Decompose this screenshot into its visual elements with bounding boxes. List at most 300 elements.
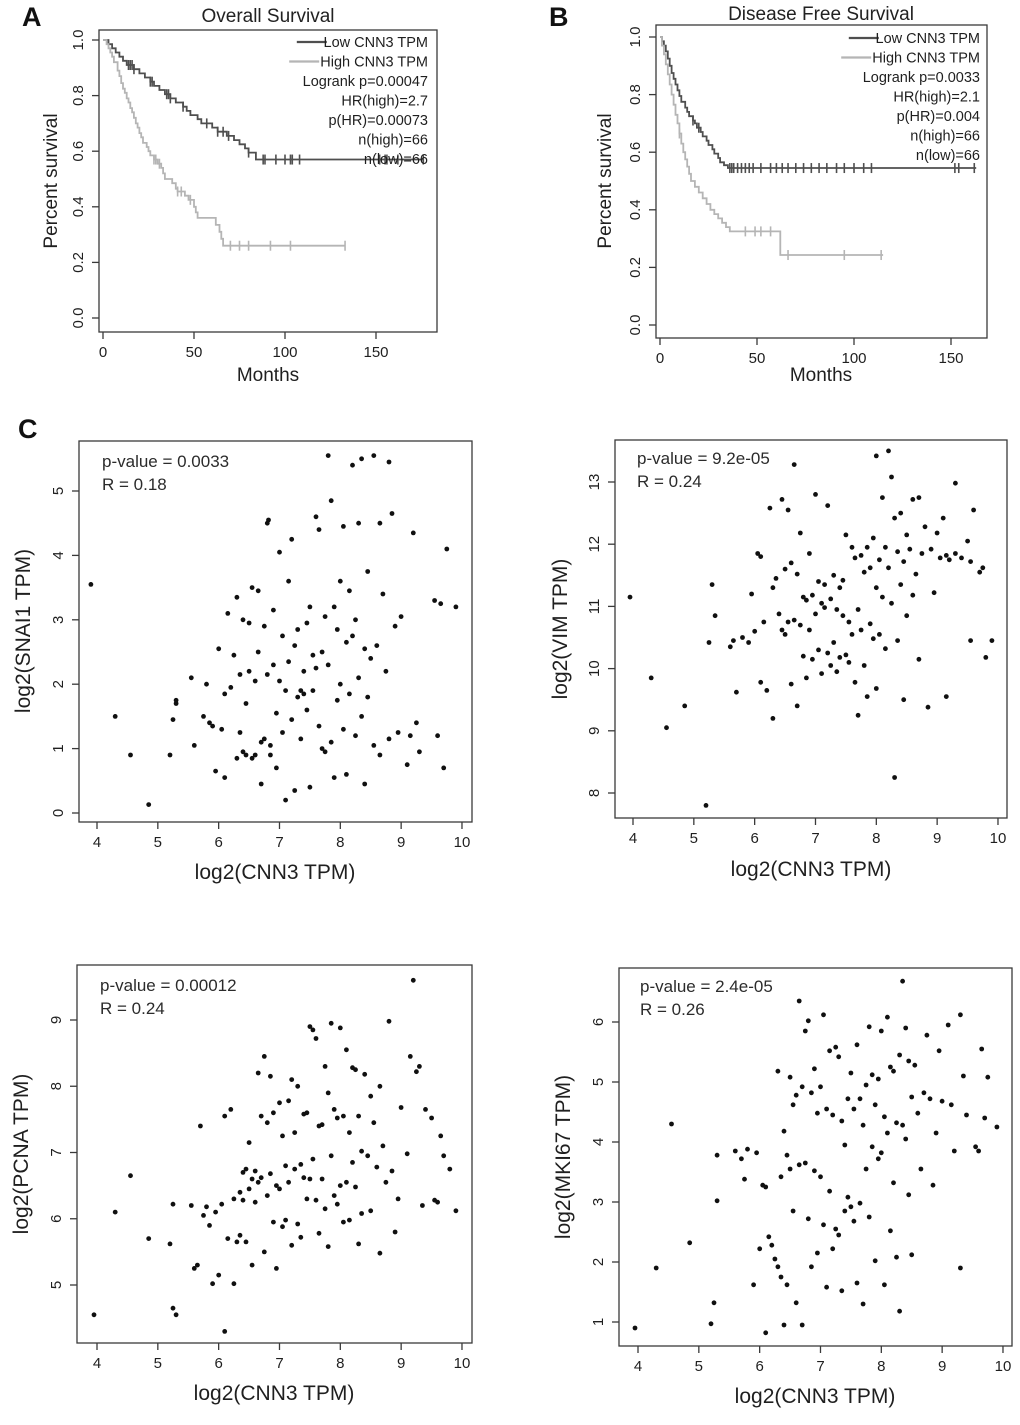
data-point [378,1084,383,1089]
x-axis-label: log2(CNN3 TPM) [730,858,892,881]
data-point [901,697,906,702]
data-point [929,547,934,552]
data-point [798,623,803,628]
data-point [746,640,751,645]
data-point [841,613,846,618]
data-point [225,611,230,616]
data-point [216,1273,221,1278]
data-point [828,597,833,602]
data-point [968,638,973,643]
data-point [783,632,788,637]
data-point [332,1193,337,1198]
data-point [359,714,364,719]
data-point [900,1123,905,1128]
data-point [883,545,888,550]
data-point [669,1122,674,1127]
data-point [250,585,255,590]
data-point [219,727,224,732]
data-point [417,749,422,754]
data-point [201,1213,206,1218]
data-point [628,595,633,600]
scatter-plot-cnn3-vs-snai1 [12,441,472,884]
data-point [280,730,285,735]
data-point [715,1198,720,1203]
data-point [283,1218,288,1223]
data-point [910,593,915,598]
data-point [771,716,776,721]
x-tick-label: 10 [453,1355,471,1372]
y-axis-label: Percent survival [41,113,62,249]
data-point [335,627,340,632]
data-point [786,508,791,513]
y-tick-label: 0.8 [627,84,644,106]
y-tick-label: 4 [590,1137,607,1147]
data-point [914,572,919,577]
data-point [959,556,964,561]
data-point [777,612,782,617]
data-point [870,1144,875,1149]
data-point [791,1102,796,1107]
data-point [238,672,243,677]
data-point [958,1266,963,1271]
data-point [780,497,785,502]
data-point [952,1149,957,1154]
r-value-annotation: R = 0.18 [102,475,167,494]
x-tick-label: 10 [453,834,471,851]
data-point [365,695,370,700]
data-point [341,727,346,732]
data-point [341,1114,346,1119]
legend-label: Low CNN3 TPM [323,35,428,51]
data-point [235,595,240,600]
data-point [897,1309,902,1314]
data-point [441,766,446,771]
y-tick-label: 6 [48,1214,65,1223]
data-point [204,682,209,687]
data-point [861,1123,866,1128]
data-point [225,1236,230,1241]
data-point [831,640,836,645]
data-point [283,688,288,693]
data-point [888,1065,893,1070]
y-tick-label: 0.0 [627,314,644,336]
y-tick-label: 1.0 [70,29,87,51]
data-point [356,1242,361,1247]
data-point [201,714,206,719]
data-point [785,1282,790,1287]
data-point [710,582,715,587]
data-point [791,1209,796,1214]
data-point [332,605,337,610]
data-point [347,692,352,697]
data-point [733,1149,738,1154]
data-point [198,1124,203,1129]
data-point [384,1180,389,1185]
data-point [195,1263,200,1268]
data-point [874,454,879,459]
data-point [244,1167,249,1172]
data-point [862,663,867,668]
x-tick-label: 9 [396,1355,406,1372]
data-point [909,1252,914,1257]
data-point [435,1200,440,1205]
data-point [803,1161,808,1166]
data-point [213,769,218,774]
data-point [885,1131,890,1136]
data-point [895,638,900,643]
y-tick-label: 2 [590,1257,607,1267]
data-point [920,551,925,556]
data-point [378,521,383,526]
data-point [815,1111,820,1116]
data-point [244,701,249,706]
data-point [715,1153,720,1158]
legend-stat: n(high)=66 [910,128,980,145]
data-point [347,588,352,593]
data-point [882,1114,887,1119]
data-point [782,1323,787,1328]
data-point [329,740,334,745]
y-tick-label: 8 [48,1082,65,1091]
data-point [235,756,240,761]
data-point [758,554,763,559]
data-point [877,632,882,637]
data-point [259,782,264,787]
data-point [880,495,885,500]
data-point [265,1193,270,1198]
data-point [836,1054,841,1059]
data-point [347,1130,352,1135]
data-point [210,1281,215,1286]
data-point [837,585,842,590]
data-point [919,1167,924,1172]
data-point [785,1153,790,1158]
data-point [973,1144,978,1149]
data-point [734,690,739,695]
data-point [374,1165,379,1170]
data-point [274,1266,279,1271]
data-point [847,620,852,625]
data-point [438,1134,443,1139]
data-point [901,559,906,564]
plot-box [79,441,472,822]
data-point [378,1251,383,1256]
x-tick-label: 50 [185,344,203,361]
data-point [977,570,982,575]
data-point [399,1105,404,1110]
data-point [865,545,870,550]
panel-label-b: B [549,2,569,32]
data-point [944,553,949,558]
data-point [414,1069,419,1074]
data-point [879,1029,884,1034]
data-point [664,725,669,730]
data-point [774,576,779,581]
data-point [906,1059,911,1064]
y-tick-label: 0.8 [70,85,87,107]
data-point [396,730,401,735]
y-tick-label: 5 [590,1077,607,1087]
data-point [238,730,243,735]
data-point [855,1042,860,1047]
data-point [174,701,179,706]
data-point [850,545,855,550]
data-point [171,717,176,722]
data-point [286,1180,291,1185]
chart-title: Disease Free Survival [728,4,914,25]
data-point [874,585,879,590]
data-point [189,1203,194,1208]
y-tick-label: 0.0 [70,307,87,329]
data-point [326,1091,331,1096]
data-point [779,1174,784,1179]
data-point [745,1147,750,1152]
scatter-plot-cnn3-vs-pcna [10,965,472,1405]
data-point [256,1180,261,1185]
data-point [387,460,392,465]
data-point [259,1175,264,1180]
data-point [649,676,654,681]
data-point [897,1053,902,1058]
data-point [946,1023,951,1028]
data-point [958,1012,963,1017]
data-point [420,1203,425,1208]
data-point [353,1185,358,1190]
x-tick-label: 0 [98,344,108,361]
data-point [399,614,404,619]
data-point [894,1255,899,1260]
data-point [834,607,839,612]
data-point [903,1137,908,1142]
data-point [687,1240,692,1245]
data-point [359,456,364,461]
data-point [873,1258,878,1263]
p-value-annotation: p-value = 9.2e-05 [637,449,770,468]
data-point [889,601,894,606]
data-point [277,1100,282,1105]
x-tick-label: 6 [755,1358,764,1375]
data-point [323,1064,328,1069]
data-point [909,1095,914,1100]
legend-label: Low CNN3 TPM [875,31,980,47]
data-point [804,676,809,681]
y-tick-label: 3 [590,1197,607,1207]
data-point [804,598,809,603]
y-tick-label: 1.0 [627,26,644,48]
data-point [222,1329,227,1334]
data-point [292,1167,297,1172]
data-point [298,737,303,742]
data-point [247,621,252,626]
data-point [846,1195,851,1200]
data-point [779,1275,784,1280]
data-point [280,1134,285,1139]
data-point [262,737,267,742]
data-point [815,1251,820,1256]
data-point [709,1321,714,1326]
data-point [841,578,846,583]
data-point [809,1090,814,1095]
data-point [326,663,331,668]
data-point [365,1153,370,1158]
p-value-annotation: p-value = 0.00012 [100,976,237,995]
x-axis-label: log2(CNN3 TPM) [193,1382,355,1405]
data-point [429,1116,434,1121]
data-point [903,1026,908,1031]
data-point [228,685,233,690]
data-point [262,624,267,629]
data-point [849,1071,854,1076]
data-point [432,598,437,603]
data-point [174,1312,179,1317]
data-point [301,692,306,697]
legend-stat: Logrank p=0.0033 [862,70,980,86]
data-point [256,1071,261,1076]
data-point [801,654,806,659]
data-point [892,516,897,521]
data-point [906,1192,911,1197]
data-point [308,1177,313,1182]
data-point [244,753,249,758]
data-point [858,1201,863,1206]
data-point [798,531,803,536]
data-point [128,753,133,758]
data-point [868,621,873,626]
data-point [894,1120,899,1125]
data-point [831,573,836,578]
data-point [654,1266,659,1271]
x-tick-label: 6 [214,1355,223,1372]
data-point [317,527,322,532]
data-point [797,1162,802,1167]
data-point [289,1077,294,1082]
data-point [923,524,928,529]
data-point [818,1174,823,1179]
data-point [381,1144,386,1149]
data-point [867,1024,872,1029]
data-point [837,655,842,660]
data-point [393,1230,398,1235]
data-point [944,694,949,699]
r-value-annotation: R = 0.24 [637,472,702,491]
legend-stat: n(low)=66 [363,152,428,168]
data-point [341,1220,346,1225]
data-point [374,643,379,648]
data-point [271,1110,276,1115]
chart-title: Overall Survival [201,6,335,27]
data-point [353,1067,358,1072]
data-point [301,669,306,674]
data-point [265,1120,270,1125]
data-point [295,1084,300,1089]
data-point [274,711,279,716]
data-point [271,663,276,668]
data-point [764,688,769,693]
data-point [861,1302,866,1307]
data-point [235,1240,240,1245]
data-point [704,803,709,808]
data-point [749,592,754,597]
data-point [89,582,94,587]
data-point [274,766,279,771]
data-point [871,536,876,541]
data-point [836,1233,841,1238]
data-point [317,1231,322,1236]
data-point [128,1173,133,1178]
data-point [329,498,334,503]
data-point [757,1246,762,1251]
data-point [898,511,903,516]
data-point [356,1114,361,1119]
data-point [338,682,343,687]
data-point [904,613,909,618]
y-tick-label: 1 [50,744,67,753]
data-point [935,531,940,536]
y-axis-label: log2(VIM TPM) [549,558,572,700]
data-point [812,1168,817,1173]
data-point [763,1185,768,1190]
data-point [879,1150,884,1155]
data-point [797,999,802,1004]
data-point [859,553,864,558]
data-point [858,1096,863,1101]
data-point [917,657,922,662]
data-point [874,686,879,691]
y-tick-label: 13 [586,473,603,491]
data-point [888,1228,893,1233]
data-point [265,672,270,677]
data-point [390,1169,395,1174]
data-point [311,688,316,693]
data-point [852,1107,857,1112]
data-point [855,1281,860,1286]
data-point [268,1074,273,1079]
data-point [995,1125,1000,1130]
data-point [308,785,313,790]
data-point [280,634,285,639]
data-point [742,1177,747,1182]
data-point [934,1131,939,1136]
x-tick-label: 4 [92,1355,102,1372]
y-tick-label: 9 [586,726,603,735]
y-tick-label: 1 [590,1317,607,1327]
data-point [168,1242,173,1247]
data-point [853,680,858,685]
data-point [314,666,319,671]
data-point [320,1122,325,1127]
data-point [344,640,349,645]
data-point [883,646,888,651]
x-tick-label: 10 [994,1358,1012,1375]
plot-box [619,968,1012,1346]
data-point [271,608,276,613]
data-point [222,1114,227,1119]
x-tick-label: 50 [748,350,766,367]
data-point [280,1224,285,1229]
data-point [362,782,367,787]
data-point [968,559,973,564]
y-tick-label: 12 [586,535,603,553]
data-point [219,1202,224,1207]
x-tick-label: 8 [877,1358,886,1375]
x-tick-label: 7 [275,1355,284,1372]
data-point [289,1243,294,1248]
data-point [822,605,827,610]
data-point [241,1198,246,1203]
data-point [816,579,821,584]
data-point [204,1204,209,1209]
data-point [298,1162,303,1167]
